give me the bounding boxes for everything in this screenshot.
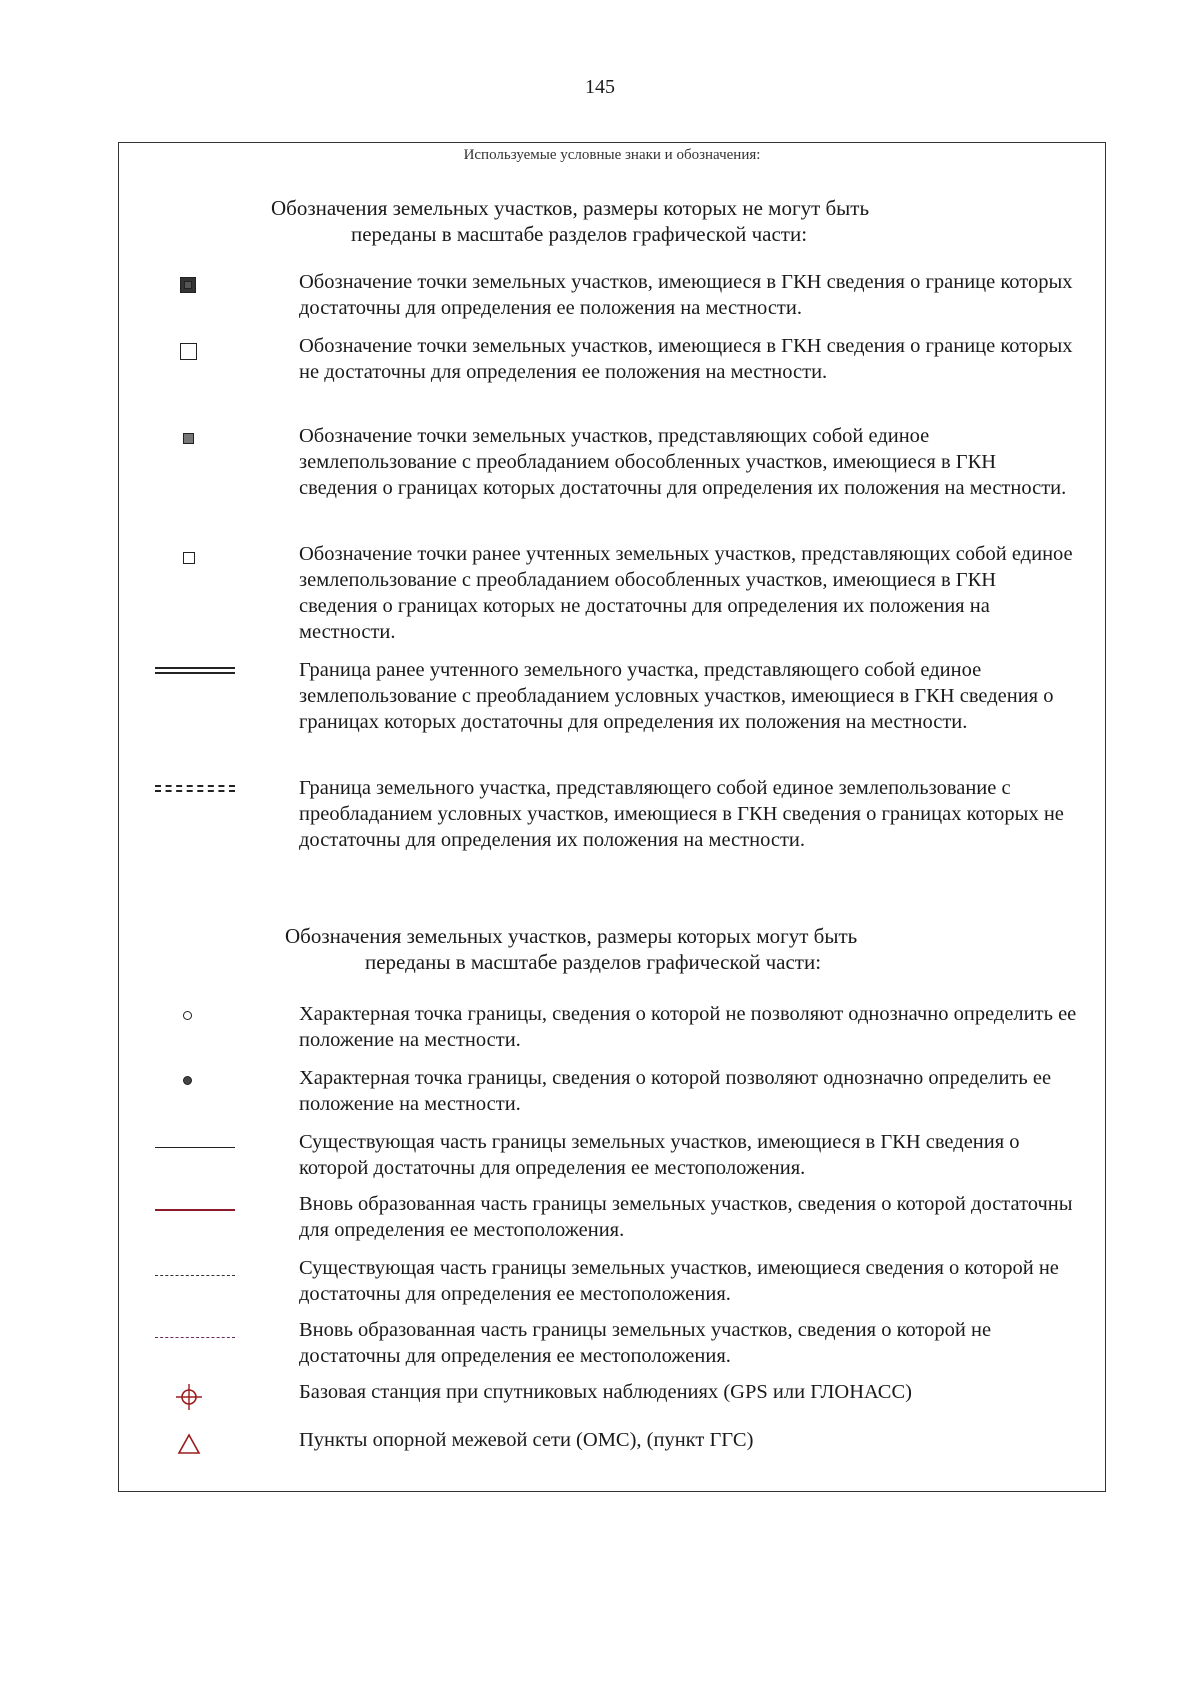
section1-heading-line1: Обозначения земельных участков, размеры которых не могут быть: [271, 196, 870, 220]
small-filled-square-icon: [119, 423, 259, 453]
legend-item-text: Обозначение точки ранее учтенных земельных участков, представляющих собой единое землепользование с преобладанием обособленных участков, имеющиеся в ГКН сведения о границах которых не достаточны для определения их положения на местности.: [299, 543, 1073, 643]
page-number: 145: [585, 76, 615, 98]
filled-square-icon: [119, 269, 259, 299]
legend-item-text: Обозначение точки земельных участков, имеющиеся в ГКН сведения о границе которых не достаточны для определения ее положения на местности.: [299, 335, 1073, 383]
hollow-circle-icon: [119, 1001, 259, 1031]
dashed-black-line-icon: [119, 1255, 259, 1285]
section2-heading-line1: Обозначения земельных участков, размеры которых могут быть: [285, 924, 858, 948]
legend-item-text: Вновь образованная часть границы земельных участков, сведения о которой достаточны для определения ее местоположения.: [299, 1193, 1073, 1241]
legend-item-text: Характерная точка границы, сведения о которой позволяют однозначно определить ее положение на местности.: [299, 1067, 1052, 1115]
legend-item-text: Обозначение точки земельных участков, представляющих собой единое землепользование с преобладанием обособленных участков, имеющиеся в ГКН сведения о границах которых достаточны для определения их положения на местности.: [299, 425, 1067, 499]
legend-item-text: Существующая часть границы земельных участков, имеющиеся в ГКН сведения о которой достаточны для определения ее местоположения.: [299, 1131, 1020, 1179]
double-dashed-line-icon: [119, 775, 259, 805]
legend-item-text: Граница ранее учтенного земельного участка, представляющего собой единое землепользование с преобладанием условных участков, имеющиеся в ГКН сведения о границах которых достаточны для определения их положения на местности.: [299, 659, 1054, 733]
double-line-icon: [119, 657, 259, 687]
frame-caption: Используемые условные знаки и обозначения:: [463, 147, 761, 163]
solid-black-line-icon: [119, 1129, 259, 1159]
section2-heading-line2: переданы в масштабе разделов графической части:: [365, 950, 822, 974]
legend-item-text: Базовая станция при спутниковых наблюдениях (GPS или ГЛОНАСС): [299, 1381, 912, 1403]
section2-heading: [285, 923, 857, 975]
legend-item-text: Существующая часть границы земельных участков, имеющиеся сведения о которой не достаточны для определения ее местоположения.: [299, 1257, 1059, 1305]
small-empty-square-icon: [119, 541, 259, 571]
empty-square-icon: [119, 333, 259, 363]
legend-item-text: Обозначение точки земельных участков, имеющиеся в ГКН сведения о границе которых достаточны для определения ее положения на местности.: [299, 271, 1073, 319]
dashed-purple-line-icon: [119, 1317, 259, 1347]
legend-item-text: Вновь образованная часть границы земельных участков, сведения о которой не достаточны для определения ее местоположения.: [299, 1319, 992, 1367]
triangle-icon: [119, 1427, 259, 1457]
legend-item-text: Пункты опорной межевой сети (ОМС), (пункт ГГС): [299, 1429, 754, 1451]
crosshair-circle-icon: [119, 1379, 259, 1409]
filled-circle-icon: [119, 1065, 259, 1095]
section1-heading-line2: переданы в масштабе разделов графической части:: [351, 222, 808, 246]
legend-item-text: Граница земельного участка, представляющего собой единое землепользование с преобладанием условных участков, имеющиеся в ГКН сведения о границах которых не достаточны для определения их положения на местности.: [299, 777, 1064, 851]
legend-item-text: Характерная точка границы, сведения о которой не позволяют однозначно определить ее положение на местности.: [299, 1003, 1077, 1051]
section1-heading: [271, 195, 869, 247]
legend-frame: [118, 142, 1106, 1492]
solid-red-line-icon: [119, 1191, 259, 1221]
